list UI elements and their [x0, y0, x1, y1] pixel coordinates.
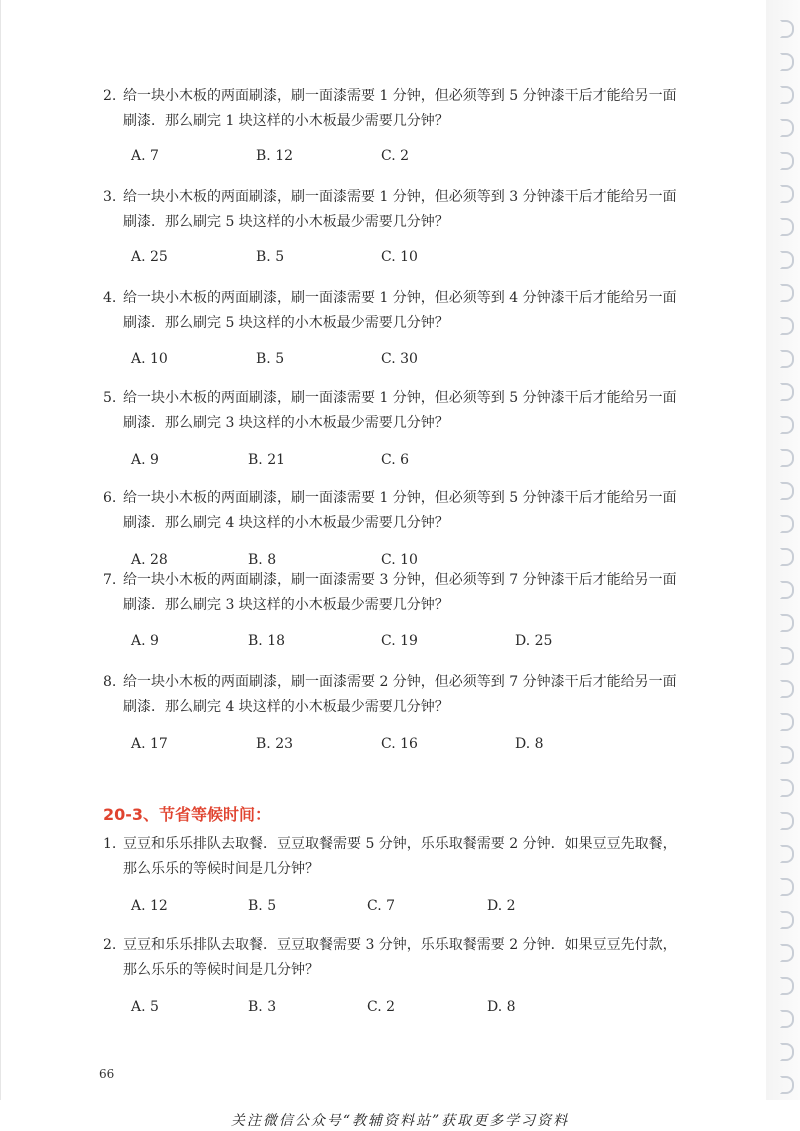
option-c: C. 7	[367, 898, 396, 914]
page-number: 66	[99, 1067, 115, 1081]
question-text-line1: 给一块小木板的两面刷漆，刷一面漆需要 2 分钟，但必须等到 7 分钟漆干后才能给另一面	[123, 674, 677, 690]
binding-ring	[780, 449, 794, 467]
options-row	[131, 898, 731, 918]
option-a: A. 28	[131, 552, 168, 568]
binding-ring	[780, 977, 794, 995]
question-number: 6.	[103, 490, 117, 506]
question-text-line1: 给一块小木板的两面刷漆，刷一面漆需要 1 分钟，但必须等到 5 分钟漆干后才能给另一面	[123, 390, 677, 406]
option-a: A. 10	[131, 351, 168, 367]
binding-ring	[780, 812, 794, 830]
option-a: A. 5	[131, 999, 159, 1015]
binding-ring	[780, 779, 794, 797]
question-text-line1: 给一块小木板的两面刷漆，刷一面漆需要 1 分钟，但必须等到 5 分钟漆干后才能给另一面	[123, 490, 677, 506]
question-text-line2: 刷漆．那么刷完 3 块这样的小木板最少需要几分钟？	[123, 597, 449, 613]
question-number: 2.	[103, 88, 117, 104]
binding-ring	[780, 878, 794, 896]
question-7	[103, 568, 733, 618]
question-text-line1: 豆豆和乐乐排队去取餐．豆豆取餐需要 5 分钟，乐乐取餐需要 2 分钟．如果豆豆先取餐，	[123, 836, 677, 852]
question-text-line1: 给一块小木板的两面刷漆，刷一面漆需要 1 分钟，但必须等到 4 分钟漆干后才能给另一面	[123, 290, 677, 306]
binding-ring	[780, 581, 794, 599]
question-number: 1.	[103, 836, 117, 852]
footer-note: 关注微信公众号“教辅资料站”获取更多学习资料	[230, 1113, 570, 1129]
binding-ring	[780, 746, 794, 764]
option-d: D. 8	[515, 736, 544, 752]
options-row	[131, 249, 731, 269]
question-8	[103, 670, 733, 720]
binding-ring	[780, 251, 794, 269]
binding-ring	[780, 284, 794, 302]
question-text-line2: 刷漆．那么刷完 5 块这样的小木板最少需要几分钟？	[123, 214, 449, 230]
section-question-1	[103, 832, 733, 882]
question-6	[103, 486, 733, 536]
question-2	[103, 84, 733, 134]
options-row	[131, 351, 731, 371]
option-c: C. 2	[367, 999, 396, 1015]
binding-ring	[780, 713, 794, 731]
binding-ring	[780, 647, 794, 665]
question-4	[103, 286, 733, 336]
binding-ring	[780, 119, 794, 137]
binding-ring	[780, 1076, 794, 1094]
binding-ring	[780, 548, 794, 566]
option-c: C. 10	[381, 552, 418, 568]
option-c: C. 6	[381, 452, 410, 468]
options-row	[131, 633, 731, 653]
option-b: B. 23	[256, 736, 294, 752]
question-number: 5.	[103, 390, 117, 406]
option-a: A. 17	[131, 736, 168, 752]
binding-ring	[780, 185, 794, 203]
binding-ring	[780, 416, 794, 434]
options-row	[131, 999, 731, 1019]
question-number: 3.	[103, 189, 117, 205]
binding-ring	[780, 1010, 794, 1028]
binding-ring	[780, 944, 794, 962]
option-b: B. 3	[248, 999, 277, 1015]
binding-ring	[780, 218, 794, 236]
option-d: D. 25	[515, 633, 553, 649]
option-b: B. 21	[248, 452, 286, 468]
question-5	[103, 386, 733, 436]
question-text-line2: 刷漆．那么刷完 1 块这样的小木板最少需要几分钟？	[123, 113, 449, 129]
question-text-line1: 豆豆和乐乐排队去取餐．豆豆取餐需要 3 分钟，乐乐取餐需要 2 分钟．如果豆豆先付款，	[123, 937, 677, 953]
section-title: 20-3、节省等候时间：	[103, 805, 272, 824]
section-question-2	[103, 933, 733, 983]
option-c: C. 16	[381, 736, 418, 752]
question-text-line1: 给一块小木板的两面刷漆，刷一面漆需要 1 分钟，但必须等到 5 分钟漆干后才能给另一面	[123, 88, 677, 104]
question-text-line2: 刷漆．那么刷完 5 块这样的小木板最少需要几分钟？	[123, 315, 449, 331]
question-text-line1: 给一块小木板的两面刷漆，刷一面漆需要 3 分钟，但必须等到 7 分钟漆干后才能给另一面	[123, 572, 677, 588]
binding-ring	[780, 20, 794, 38]
question-text-line2: 刷漆．那么刷完 4 块这样的小木板最少需要几分钟？	[123, 515, 449, 531]
question-text-line1: 给一块小木板的两面刷漆，刷一面漆需要 1 分钟，但必须等到 3 分钟漆干后才能给另一面	[123, 189, 677, 205]
binding-ring	[780, 482, 794, 500]
option-a: A. 9	[131, 633, 159, 649]
option-b: B. 5	[248, 898, 277, 914]
option-b: B. 8	[248, 552, 277, 568]
option-a: A. 7	[131, 148, 159, 164]
binding-ring	[780, 911, 794, 929]
option-c: C. 10	[381, 249, 418, 265]
question-number: 2.	[103, 937, 117, 953]
option-b: B. 18	[248, 633, 286, 649]
spiral-binding	[766, 0, 800, 1100]
binding-ring	[780, 845, 794, 863]
option-d: D. 2	[487, 898, 516, 914]
options-row	[131, 452, 731, 472]
binding-ring	[780, 350, 794, 368]
binding-ring	[780, 383, 794, 401]
option-c: C. 30	[381, 351, 418, 367]
binding-ring	[780, 1043, 794, 1061]
option-c: C. 19	[381, 633, 418, 649]
option-b: B. 5	[256, 351, 285, 367]
option-a: A. 9	[131, 452, 159, 468]
question-text-line2: 那么乐乐的等候时间是几分钟？	[123, 861, 319, 877]
options-row	[131, 148, 731, 168]
binding-ring	[780, 86, 794, 104]
question-text-line2: 刷漆．那么刷完 3 块这样的小木板最少需要几分钟？	[123, 415, 449, 431]
question-number: 4.	[103, 290, 117, 306]
binding-ring	[780, 614, 794, 632]
question-number: 8.	[103, 674, 117, 690]
question-3	[103, 185, 733, 235]
binding-ring	[780, 53, 794, 71]
binding-ring	[780, 680, 794, 698]
option-a: A. 12	[131, 898, 168, 914]
question-number: 7.	[103, 572, 117, 588]
option-d: D. 8	[487, 999, 516, 1015]
binding-ring	[780, 152, 794, 170]
options-row	[131, 736, 731, 756]
question-text-line2: 那么乐乐的等候时间是几分钟？	[123, 962, 319, 978]
question-text-line2: 刷漆．那么刷完 4 块这样的小木板最少需要几分钟？	[123, 699, 449, 715]
option-c: C. 2	[381, 148, 410, 164]
option-b: B. 12	[256, 148, 294, 164]
option-a: A. 25	[131, 249, 168, 265]
option-b: B. 5	[256, 249, 285, 265]
binding-ring	[780, 317, 794, 335]
binding-ring	[780, 515, 794, 533]
